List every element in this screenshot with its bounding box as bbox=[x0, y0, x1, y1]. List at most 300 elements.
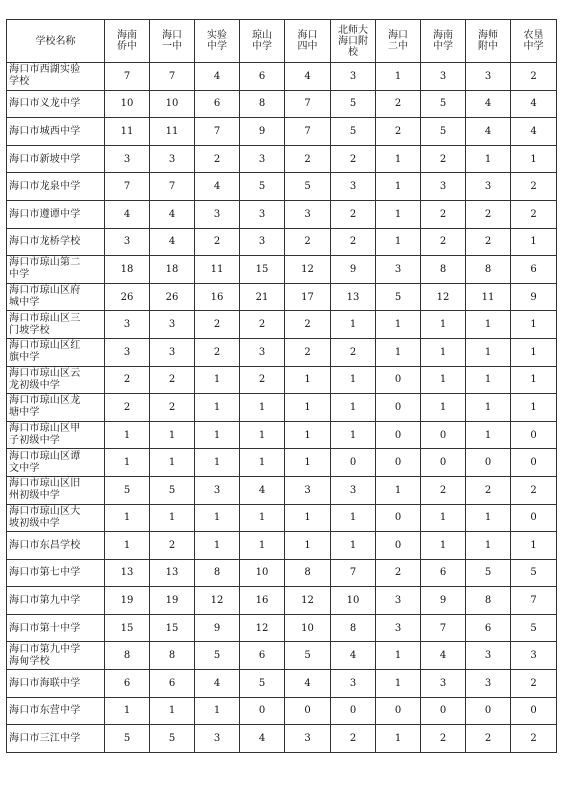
value-cell: 1 bbox=[376, 200, 421, 228]
school-name-line: 海口市海联中学 bbox=[9, 677, 81, 689]
value-cell: 26 bbox=[150, 283, 195, 311]
school-name-line: 旗中学 bbox=[9, 352, 40, 364]
value-cell: 4 bbox=[195, 63, 240, 91]
column-header-6 bbox=[331, 20, 376, 63]
value-cell: 3 bbox=[285, 200, 331, 228]
school-name-line: 海口市遵谭中学 bbox=[9, 208, 81, 220]
value-cell: 11 bbox=[150, 118, 195, 146]
column-header-line: 一中 bbox=[162, 41, 182, 52]
table-row bbox=[7, 256, 557, 284]
value-cell: 1 bbox=[466, 394, 511, 422]
value-cell: 2 bbox=[331, 725, 376, 753]
value-cell: 4 bbox=[421, 642, 466, 670]
column-header-line: 附中 bbox=[478, 41, 498, 52]
value-cell: 7 bbox=[421, 614, 466, 642]
column-header-8 bbox=[421, 20, 466, 63]
value-cell: 2 bbox=[466, 476, 511, 504]
table-row bbox=[7, 118, 557, 146]
school-name-line: 州初级中学 bbox=[9, 490, 60, 502]
value-cell: 4 bbox=[150, 228, 195, 256]
value-cell: 8 bbox=[466, 256, 511, 284]
value-cell: 1 bbox=[285, 504, 331, 532]
value-cell: 6 bbox=[150, 670, 195, 698]
value-cell: 1 bbox=[240, 449, 285, 477]
school-name-line: 子初级中学 bbox=[9, 435, 60, 447]
value-cell: 2 bbox=[195, 311, 240, 339]
value-cell: 19 bbox=[150, 587, 195, 615]
school-name-cell bbox=[7, 90, 105, 118]
column-header-line: 海师 bbox=[478, 30, 498, 41]
school-name-cell bbox=[7, 587, 105, 615]
value-cell: 1 bbox=[466, 421, 511, 449]
value-cell: 0 bbox=[421, 449, 466, 477]
table-row bbox=[7, 90, 557, 118]
value-cell: 3 bbox=[331, 670, 376, 698]
value-cell: 4 bbox=[285, 670, 331, 698]
value-cell: 1 bbox=[466, 532, 511, 560]
value-cell: 16 bbox=[195, 283, 240, 311]
value-cell: 3 bbox=[150, 338, 195, 366]
value-cell: 2 bbox=[105, 394, 150, 422]
value-cell: 3 bbox=[150, 145, 195, 173]
value-cell: 0 bbox=[376, 697, 421, 725]
column-header-line: 海口附 bbox=[338, 35, 368, 47]
value-cell: 2 bbox=[511, 63, 557, 91]
school-name-cell bbox=[7, 63, 105, 91]
value-cell: 1 bbox=[285, 449, 331, 477]
value-cell: 2 bbox=[421, 228, 466, 256]
value-cell: 5 bbox=[511, 614, 557, 642]
value-cell: 1 bbox=[195, 421, 240, 449]
value-cell: 1 bbox=[466, 311, 511, 339]
column-header-school-name bbox=[7, 20, 105, 63]
value-cell: 11 bbox=[195, 256, 240, 284]
value-cell: 21 bbox=[240, 283, 285, 311]
school-name-line: 海口市义龙中学 bbox=[9, 98, 81, 110]
column-header-3 bbox=[195, 20, 240, 63]
value-cell: 17 bbox=[285, 283, 331, 311]
value-cell: 2 bbox=[150, 532, 195, 560]
school-name-cell bbox=[7, 642, 105, 670]
value-cell: 1 bbox=[466, 338, 511, 366]
value-cell: 2 bbox=[421, 200, 466, 228]
table-row bbox=[7, 366, 557, 394]
value-cell: 1 bbox=[331, 421, 376, 449]
value-cell: 15 bbox=[240, 256, 285, 284]
value-cell: 3 bbox=[285, 476, 331, 504]
value-cell: 1 bbox=[376, 173, 421, 201]
value-cell: 3 bbox=[466, 63, 511, 91]
value-cell: 26 bbox=[105, 283, 150, 311]
value-cell: 3 bbox=[421, 670, 466, 698]
value-cell: 4 bbox=[285, 63, 331, 91]
value-cell: 1 bbox=[240, 504, 285, 532]
value-cell: 5 bbox=[240, 173, 285, 201]
value-cell: 0 bbox=[511, 421, 557, 449]
table-row bbox=[7, 228, 557, 256]
column-header-line: 学校名称 bbox=[35, 35, 76, 47]
value-cell: 1 bbox=[331, 504, 376, 532]
value-cell: 2 bbox=[285, 145, 331, 173]
table-row bbox=[7, 283, 557, 311]
value-cell: 2 bbox=[240, 311, 285, 339]
school-name-line: 中学 bbox=[9, 269, 30, 281]
value-cell: 1 bbox=[331, 394, 376, 422]
value-cell: 1 bbox=[511, 145, 557, 173]
value-cell: 2 bbox=[195, 338, 240, 366]
value-cell: 2 bbox=[466, 725, 511, 753]
value-cell: 12 bbox=[285, 587, 331, 615]
value-cell: 5 bbox=[331, 90, 376, 118]
value-cell: 3 bbox=[466, 173, 511, 201]
school-name-cell bbox=[7, 504, 105, 532]
value-cell: 1 bbox=[466, 145, 511, 173]
value-cell: 3 bbox=[105, 228, 150, 256]
value-cell: 9 bbox=[240, 118, 285, 146]
value-cell: 7 bbox=[150, 63, 195, 91]
school-name-cell bbox=[7, 725, 105, 753]
school-name-cell bbox=[7, 311, 105, 339]
value-cell: 1 bbox=[466, 366, 511, 394]
school-name-line: 海口市琼山区红 bbox=[9, 340, 81, 352]
school-name-line: 海口市琼山区谭 bbox=[9, 450, 81, 462]
school-name-cell bbox=[7, 449, 105, 477]
value-cell: 1 bbox=[331, 311, 376, 339]
value-cell: 1 bbox=[285, 421, 331, 449]
value-cell: 2 bbox=[195, 228, 240, 256]
value-cell: 7 bbox=[331, 559, 376, 587]
value-cell: 3 bbox=[195, 200, 240, 228]
school-name-line: 海口市第九中学 bbox=[9, 643, 81, 655]
school-name-line: 文中学 bbox=[9, 462, 40, 474]
school-name-line: 海口市城西中学 bbox=[9, 125, 81, 137]
value-cell: 3 bbox=[376, 587, 421, 615]
column-header-line: 海南 bbox=[117, 30, 137, 41]
value-cell: 1 bbox=[376, 228, 421, 256]
value-cell: 1 bbox=[150, 421, 195, 449]
school-name-cell bbox=[7, 614, 105, 642]
value-cell: 1 bbox=[376, 642, 421, 670]
value-cell: 5 bbox=[376, 283, 421, 311]
value-cell: 3 bbox=[421, 63, 466, 91]
value-cell: 3 bbox=[331, 63, 376, 91]
column-header-line: 中学 bbox=[252, 41, 272, 52]
value-cell: 1 bbox=[105, 421, 150, 449]
value-cell: 3 bbox=[331, 476, 376, 504]
school-name-cell bbox=[7, 366, 105, 394]
value-cell: 0 bbox=[511, 697, 557, 725]
school-name-line: 海口市三江中学 bbox=[9, 733, 81, 745]
column-header-line: 中学 bbox=[207, 41, 227, 52]
table-row bbox=[7, 532, 557, 560]
value-cell: 0 bbox=[466, 697, 511, 725]
value-cell: 3 bbox=[105, 311, 150, 339]
school-name-line: 海甸学校 bbox=[9, 655, 50, 667]
value-cell: 8 bbox=[105, 642, 150, 670]
value-cell: 1 bbox=[511, 338, 557, 366]
value-cell: 3 bbox=[331, 173, 376, 201]
value-cell: 4 bbox=[150, 200, 195, 228]
column-header-line: 实验 bbox=[207, 30, 227, 41]
school-name-line: 海口市新坡中学 bbox=[9, 153, 81, 165]
school-name-line: 门坡学校 bbox=[9, 324, 50, 336]
value-cell: 2 bbox=[421, 476, 466, 504]
value-cell: 9 bbox=[331, 256, 376, 284]
value-cell: 0 bbox=[376, 504, 421, 532]
value-cell: 1 bbox=[195, 532, 240, 560]
value-cell: 1 bbox=[376, 725, 421, 753]
table-row bbox=[7, 642, 557, 670]
value-cell: 10 bbox=[150, 90, 195, 118]
value-cell: 1 bbox=[421, 394, 466, 422]
value-cell: 1 bbox=[421, 338, 466, 366]
value-cell: 6 bbox=[105, 670, 150, 698]
value-cell: 18 bbox=[105, 256, 150, 284]
value-cell: 2 bbox=[511, 200, 557, 228]
column-header-9 bbox=[466, 20, 511, 63]
value-cell: 1 bbox=[240, 421, 285, 449]
value-cell: 1 bbox=[105, 532, 150, 560]
value-cell: 10 bbox=[331, 587, 376, 615]
column-header-line: 侨中 bbox=[117, 41, 137, 52]
value-cell: 1 bbox=[376, 476, 421, 504]
value-cell: 3 bbox=[240, 338, 285, 366]
school-name-line: 海口市琼山第二 bbox=[9, 257, 81, 269]
column-header-line: 中学 bbox=[433, 41, 453, 52]
value-cell: 1 bbox=[150, 449, 195, 477]
value-cell: 5 bbox=[240, 670, 285, 698]
school-name-line: 海口市龙桥学校 bbox=[9, 236, 81, 248]
table-row bbox=[7, 614, 557, 642]
value-cell: 2 bbox=[240, 366, 285, 394]
value-cell: 2 bbox=[421, 145, 466, 173]
value-cell: 5 bbox=[195, 642, 240, 670]
school-name-cell bbox=[7, 173, 105, 201]
value-cell: 4 bbox=[240, 725, 285, 753]
value-cell: 4 bbox=[195, 670, 240, 698]
value-cell: 0 bbox=[511, 449, 557, 477]
table-row bbox=[7, 725, 557, 753]
value-cell: 8 bbox=[150, 642, 195, 670]
table-row bbox=[7, 559, 557, 587]
value-cell: 1 bbox=[240, 532, 285, 560]
table-row bbox=[7, 394, 557, 422]
school-name-cell bbox=[7, 228, 105, 256]
value-cell: 1 bbox=[195, 394, 240, 422]
school-name-cell bbox=[7, 283, 105, 311]
value-cell: 8 bbox=[195, 559, 240, 587]
value-cell: 0 bbox=[331, 697, 376, 725]
value-cell: 3 bbox=[105, 145, 150, 173]
value-cell: 0 bbox=[240, 697, 285, 725]
value-cell: 6 bbox=[240, 63, 285, 91]
column-header-line: 海口 bbox=[388, 30, 408, 41]
column-header-line: 农垦 bbox=[523, 30, 544, 41]
column-header-line: 北师大 bbox=[338, 24, 368, 36]
value-cell: 15 bbox=[150, 614, 195, 642]
column-header-line: 琼山 bbox=[252, 30, 272, 41]
value-cell: 4 bbox=[511, 118, 557, 146]
school-name-line: 海口市东营中学 bbox=[9, 705, 81, 717]
value-cell: 1 bbox=[511, 366, 557, 394]
value-cell: 3 bbox=[195, 476, 240, 504]
school-name-line: 海口市琼山区大 bbox=[9, 505, 81, 517]
school-name-cell bbox=[7, 145, 105, 173]
column-header-line: 海口 bbox=[297, 30, 318, 41]
value-cell: 3 bbox=[376, 614, 421, 642]
value-cell: 5 bbox=[466, 559, 511, 587]
value-cell: 13 bbox=[150, 559, 195, 587]
value-cell: 3 bbox=[150, 311, 195, 339]
school-name-cell bbox=[7, 421, 105, 449]
value-cell: 2 bbox=[511, 476, 557, 504]
value-cell: 2 bbox=[285, 338, 331, 366]
value-cell: 1 bbox=[376, 145, 421, 173]
value-cell: 1 bbox=[285, 532, 331, 560]
value-cell: 4 bbox=[331, 642, 376, 670]
value-cell: 5 bbox=[105, 725, 150, 753]
value-cell: 3 bbox=[240, 228, 285, 256]
value-cell: 2 bbox=[150, 394, 195, 422]
column-header-line: 中学 bbox=[523, 41, 544, 52]
table-row bbox=[7, 587, 557, 615]
value-cell: 0 bbox=[331, 449, 376, 477]
school-name-line: 海口市第七中学 bbox=[9, 567, 81, 579]
value-cell: 12 bbox=[240, 614, 285, 642]
value-cell: 1 bbox=[331, 366, 376, 394]
column-header-7 bbox=[376, 20, 421, 63]
value-cell: 1 bbox=[511, 228, 557, 256]
column-header-5 bbox=[285, 20, 331, 63]
value-cell: 5 bbox=[511, 559, 557, 587]
value-cell: 7 bbox=[195, 118, 240, 146]
value-cell: 0 bbox=[376, 532, 421, 560]
value-cell: 3 bbox=[376, 256, 421, 284]
value-cell: 1 bbox=[195, 504, 240, 532]
column-header-4 bbox=[240, 20, 285, 63]
value-cell: 5 bbox=[421, 90, 466, 118]
value-cell: 12 bbox=[195, 587, 240, 615]
value-cell: 4 bbox=[240, 476, 285, 504]
school-name-cell bbox=[7, 476, 105, 504]
value-cell: 5 bbox=[331, 118, 376, 146]
value-cell: 1 bbox=[421, 504, 466, 532]
value-cell: 3 bbox=[105, 338, 150, 366]
value-cell: 8 bbox=[285, 559, 331, 587]
value-cell: 6 bbox=[421, 559, 466, 587]
value-cell: 3 bbox=[195, 725, 240, 753]
value-cell: 1 bbox=[466, 504, 511, 532]
school-name-line: 海口市琼山区三 bbox=[9, 312, 81, 324]
value-cell: 3 bbox=[240, 145, 285, 173]
value-cell: 2 bbox=[285, 228, 331, 256]
value-cell: 2 bbox=[331, 145, 376, 173]
value-cell: 2 bbox=[331, 228, 376, 256]
value-cell: 0 bbox=[511, 504, 557, 532]
school-name-line: 海口市琼山区龙 bbox=[9, 395, 81, 407]
value-cell: 1 bbox=[285, 366, 331, 394]
school-allocation-table bbox=[6, 19, 557, 753]
value-cell: 5 bbox=[421, 118, 466, 146]
column-header-line: 二中 bbox=[388, 41, 408, 52]
value-cell: 7 bbox=[105, 173, 150, 201]
column-header-line: 四中 bbox=[297, 41, 318, 52]
school-name-line: 塘中学 bbox=[9, 407, 40, 419]
value-cell: 9 bbox=[421, 587, 466, 615]
value-cell: 1 bbox=[150, 697, 195, 725]
value-cell: 2 bbox=[285, 311, 331, 339]
school-name-line: 海口市琼山区府 bbox=[9, 285, 81, 297]
school-name-line: 海口市龙泉中学 bbox=[9, 181, 81, 193]
value-cell: 12 bbox=[421, 283, 466, 311]
value-cell: 0 bbox=[285, 697, 331, 725]
value-cell: 13 bbox=[331, 283, 376, 311]
value-cell: 1 bbox=[150, 504, 195, 532]
school-name-line: 学校 bbox=[9, 76, 30, 88]
school-name-line: 海口市琼山区云 bbox=[9, 367, 81, 379]
value-cell: 1 bbox=[421, 366, 466, 394]
school-name-line: 龙初级中学 bbox=[9, 379, 60, 391]
value-cell: 6 bbox=[195, 90, 240, 118]
value-cell: 2 bbox=[511, 670, 557, 698]
value-cell: 9 bbox=[511, 283, 557, 311]
value-cell: 0 bbox=[466, 449, 511, 477]
school-name-cell bbox=[7, 256, 105, 284]
table-row bbox=[7, 200, 557, 228]
table-header bbox=[7, 20, 557, 63]
value-cell: 0 bbox=[376, 366, 421, 394]
value-cell: 3 bbox=[511, 642, 557, 670]
school-name-cell bbox=[7, 394, 105, 422]
value-cell: 7 bbox=[150, 173, 195, 201]
table-row bbox=[7, 173, 557, 201]
value-cell: 8 bbox=[421, 256, 466, 284]
value-cell: 6 bbox=[240, 642, 285, 670]
value-cell: 11 bbox=[105, 118, 150, 146]
value-cell: 1 bbox=[331, 532, 376, 560]
table-row bbox=[7, 338, 557, 366]
school-name-cell bbox=[7, 670, 105, 698]
value-cell: 2 bbox=[376, 118, 421, 146]
school-name-cell bbox=[7, 697, 105, 725]
value-cell: 2 bbox=[331, 200, 376, 228]
table-row bbox=[7, 449, 557, 477]
school-name-cell bbox=[7, 200, 105, 228]
value-cell: 4 bbox=[466, 90, 511, 118]
value-cell: 9 bbox=[195, 614, 240, 642]
value-cell: 2 bbox=[466, 200, 511, 228]
school-name-line: 海口市东昌学校 bbox=[9, 539, 81, 551]
value-cell: 3 bbox=[466, 670, 511, 698]
value-cell: 2 bbox=[376, 559, 421, 587]
value-cell: 7 bbox=[285, 90, 331, 118]
value-cell: 5 bbox=[150, 476, 195, 504]
value-cell: 16 bbox=[240, 587, 285, 615]
value-cell: 6 bbox=[511, 256, 557, 284]
school-name-line: 海口市琼山区甲 bbox=[9, 423, 81, 435]
value-cell: 1 bbox=[285, 394, 331, 422]
value-cell: 13 bbox=[105, 559, 150, 587]
column-header-line: 海南 bbox=[433, 30, 453, 41]
value-cell: 11 bbox=[466, 283, 511, 311]
column-header-2 bbox=[150, 20, 195, 63]
value-cell: 1 bbox=[195, 366, 240, 394]
value-cell: 1 bbox=[195, 449, 240, 477]
value-cell: 1 bbox=[376, 338, 421, 366]
value-cell: 0 bbox=[421, 421, 466, 449]
school-name-line: 海口市西湖实验 bbox=[9, 64, 81, 76]
value-cell: 3 bbox=[421, 173, 466, 201]
